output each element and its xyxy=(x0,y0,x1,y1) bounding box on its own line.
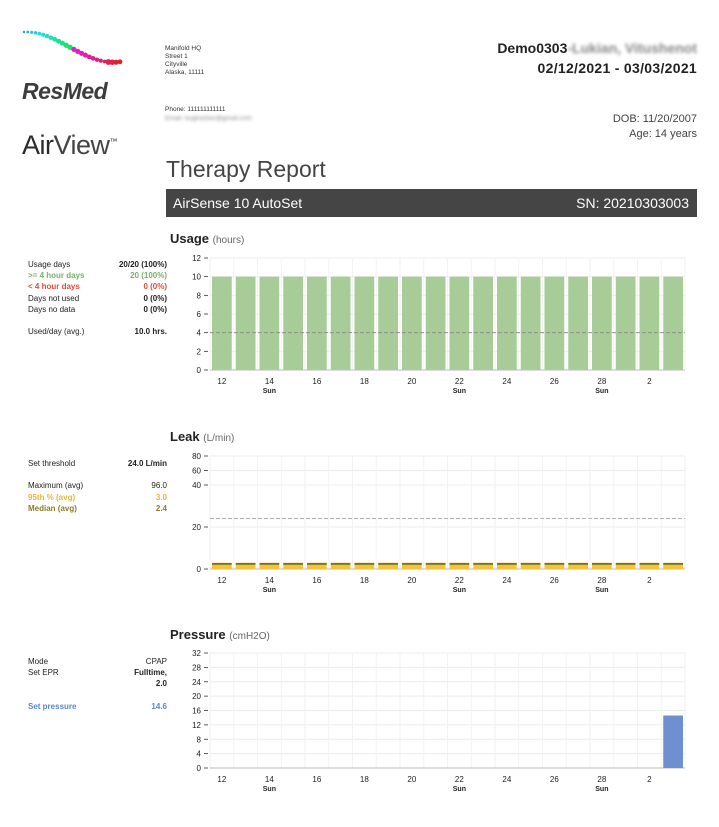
patient-info xyxy=(613,112,697,142)
clinic-name: Manifold HQ xyxy=(165,45,202,52)
leak-unit: (L/min) xyxy=(203,433,235,444)
report-date-range: 02/12/2021 - 03/03/2021 xyxy=(537,60,697,76)
usage-bar xyxy=(473,277,493,370)
pressure-title xyxy=(170,627,270,642)
stat-value: 2.0 xyxy=(155,679,167,689)
leak-title xyxy=(170,429,234,444)
x-tick-label: 18 xyxy=(359,377,369,386)
clinic-contact xyxy=(165,105,252,123)
pressure-epr-row-2 xyxy=(28,678,167,689)
usage-stat-row xyxy=(28,304,167,315)
x-tick-label: 26 xyxy=(549,775,559,784)
clinic-phone: Phone: 111111111111 xyxy=(165,106,226,113)
usage-stat-row xyxy=(28,293,167,304)
logo-dot xyxy=(45,34,49,38)
y-tick-label: 0 xyxy=(196,764,201,773)
y-tick-label: 60 xyxy=(192,466,201,476)
stat-label: Set EPR xyxy=(28,668,59,678)
y-tick-label: 0 xyxy=(196,366,201,375)
usage-title xyxy=(170,231,244,246)
device-name: AirSense 10 AutoSet xyxy=(173,195,303,211)
x-tick-label: 16 xyxy=(312,377,322,386)
y-tick-label: 16 xyxy=(192,706,201,716)
spacer xyxy=(28,469,167,480)
x-tick-label: 28 xyxy=(597,377,607,386)
stat-label: Median (avg) xyxy=(28,503,77,513)
airview-logo xyxy=(22,130,117,161)
leak-max-row xyxy=(28,480,167,491)
stat-label: Days no data xyxy=(28,304,76,314)
stat-label: Usage days xyxy=(28,260,71,269)
x-tick-label: 20 xyxy=(407,576,417,585)
device-serial: SN: 20210303003 xyxy=(576,195,689,211)
x-tick-label: 12 xyxy=(217,775,227,784)
y-tick-label: 12 xyxy=(192,720,201,730)
x-tick-label: 22 xyxy=(454,775,464,784)
pressure-epr-row xyxy=(28,667,167,678)
stat-label: < 4 hour days xyxy=(28,282,80,292)
usage-bar xyxy=(640,277,660,370)
x-tick-label: 16 xyxy=(312,576,322,585)
clinic-address xyxy=(165,45,204,77)
device-banner xyxy=(166,189,697,217)
trademark-mark: ™ xyxy=(109,137,118,146)
usage-stat-row xyxy=(28,326,167,337)
usage-bar xyxy=(236,277,256,370)
stat-value: 20 (100%) xyxy=(130,271,167,281)
pressure-title-text: Pressure xyxy=(170,627,226,642)
stat-value: CPAP xyxy=(145,657,167,666)
usage-bar xyxy=(426,277,446,370)
leak-median-row xyxy=(28,503,167,514)
x-tick-label: 16 xyxy=(312,775,322,784)
x-tick-sublabel: Sun xyxy=(595,587,609,594)
usage-stat-row xyxy=(28,315,167,326)
x-tick-sublabel: Sun xyxy=(452,587,466,594)
resmed-logo-text: ResMed xyxy=(22,78,108,104)
stat-value: 0 (0%) xyxy=(143,282,167,292)
stat-value: 10.0 hrs. xyxy=(134,327,167,337)
usage-bar xyxy=(663,277,683,370)
y-tick-label: 10 xyxy=(192,272,201,282)
x-tick-sublabel: Sun xyxy=(262,786,276,793)
x-tick-label: 26 xyxy=(549,576,559,585)
x-tick-label: 12 xyxy=(217,377,227,386)
usage-chart xyxy=(180,250,690,400)
stat-value: 14.6 xyxy=(151,701,167,711)
usage-bar xyxy=(545,277,565,370)
resmed-logo-icon xyxy=(20,24,130,74)
logo-dot xyxy=(91,56,96,61)
x-tick-label: 24 xyxy=(502,576,512,585)
logo-dot xyxy=(41,33,45,37)
leak-threshold-row xyxy=(28,458,167,469)
airview-thin: View xyxy=(53,130,110,160)
usage-stats xyxy=(28,259,167,337)
x-tick-label: 24 xyxy=(502,377,512,386)
pressure-bar xyxy=(663,716,683,768)
usage-unit: (hours) xyxy=(212,235,245,246)
stat-value: 3.0 xyxy=(155,492,167,502)
logo-dot xyxy=(99,59,103,63)
airview-bold: Air xyxy=(22,130,54,160)
patient-header xyxy=(497,40,697,76)
patient-dob: DOB: 11/20/2007 xyxy=(612,113,697,125)
stat-value: 0 (0%) xyxy=(143,293,167,303)
stat-value: 96.0 xyxy=(151,481,167,491)
patient-name-redacted: -Lukian, Vitushenot xyxy=(567,40,697,56)
stat-value: 24.0 L/min xyxy=(127,459,167,468)
y-tick-label: 8 xyxy=(196,291,201,301)
usage-bar xyxy=(212,277,232,370)
y-tick-label: 80 xyxy=(192,452,201,461)
x-tick-label: 28 xyxy=(597,775,607,784)
spacer xyxy=(28,690,167,701)
usage-bar xyxy=(283,277,303,370)
x-tick-label: 14 xyxy=(264,377,274,386)
x-tick-label: 28 xyxy=(597,576,607,585)
logo-dot xyxy=(30,31,33,34)
y-tick-label: 20 xyxy=(192,523,201,532)
patient-age: Age: 14 years xyxy=(629,128,697,140)
y-tick-label: 0 xyxy=(196,565,201,574)
x-tick-label: 22 xyxy=(454,576,464,585)
usage-stat-row xyxy=(28,281,167,292)
stat-label: Maximum (avg) xyxy=(28,481,84,491)
x-tick-label: 20 xyxy=(407,775,417,784)
x-tick-label: 22 xyxy=(454,377,464,386)
x-tick-sublabel: Sun xyxy=(452,786,466,793)
usage-bar xyxy=(568,277,588,370)
stat-label: 95th % (avg) xyxy=(28,492,76,502)
logo-dot xyxy=(118,59,123,64)
x-tick-label: 12 xyxy=(217,576,227,585)
usage-bar xyxy=(331,277,351,370)
patient-name: Demo0303 xyxy=(497,40,568,56)
clinic-street: Street 1 xyxy=(165,53,188,60)
leak-chart xyxy=(180,450,690,600)
logo-dot xyxy=(37,32,41,36)
y-tick-label: 24 xyxy=(192,677,201,687)
leak-title-text: Leak xyxy=(170,429,200,444)
leak-p95-row xyxy=(28,492,167,503)
y-tick-label: 20 xyxy=(192,692,201,702)
y-tick-label: 32 xyxy=(192,649,201,658)
stat-label: Mode xyxy=(28,657,49,666)
x-tick-label: 14 xyxy=(264,576,274,585)
stat-value: 20/20 (100%) xyxy=(118,260,167,269)
y-tick-label: 28 xyxy=(192,663,201,673)
stat-label: >= 4 hour days xyxy=(28,271,85,281)
x-tick-label: 14 xyxy=(264,775,274,784)
usage-bar xyxy=(307,277,327,370)
x-tick-label: 18 xyxy=(359,576,369,585)
x-tick-label: 26 xyxy=(549,377,559,386)
y-tick-label: 2 xyxy=(196,347,201,357)
pressure-stats xyxy=(28,656,167,712)
x-tick-label: 2 xyxy=(647,775,652,784)
stat-value: Fulltime, xyxy=(134,668,167,678)
y-tick-label: 12 xyxy=(192,254,201,263)
x-tick-label: 2 xyxy=(647,576,652,585)
usage-bar xyxy=(450,277,470,370)
usage-bar xyxy=(521,277,541,370)
stat-label: Set pressure xyxy=(28,701,77,711)
logo-dot xyxy=(95,57,99,61)
x-tick-sublabel: Sun xyxy=(262,388,276,395)
x-tick-sublabel: Sun xyxy=(452,388,466,395)
stat-label: Set threshold xyxy=(28,459,76,468)
usage-bar xyxy=(592,277,612,370)
stat-label: Used/day (avg.) xyxy=(28,327,85,337)
pressure-unit: (cmH2O) xyxy=(229,631,270,642)
usage-bar xyxy=(497,277,517,370)
stat-value: 2.4 xyxy=(155,503,167,513)
usage-bar xyxy=(260,277,280,370)
usage-bar xyxy=(402,277,422,370)
clinic-state: Alaska, 11111 xyxy=(165,69,205,76)
x-tick-label: 18 xyxy=(359,775,369,784)
usage-stat-row xyxy=(28,259,167,270)
usage-bar xyxy=(378,277,398,370)
x-tick-sublabel: Sun xyxy=(595,388,609,395)
usage-stat-row xyxy=(28,270,167,281)
x-tick-label: 24 xyxy=(502,775,512,784)
y-tick-label: 40 xyxy=(192,481,201,490)
page-title: Therapy Report xyxy=(166,156,326,182)
stat-label: Days not used xyxy=(28,293,80,303)
usage-title-text: Usage xyxy=(170,231,210,246)
pressure-mode-row xyxy=(28,656,167,667)
pressure-set-row xyxy=(28,701,167,712)
stat-value: 0 (0%) xyxy=(143,304,167,314)
logo-dot xyxy=(26,31,29,34)
x-tick-label: 20 xyxy=(407,377,417,386)
usage-bar xyxy=(616,277,636,370)
logo-dot xyxy=(23,31,25,33)
x-tick-label: 2 xyxy=(647,377,652,386)
y-tick-label: 6 xyxy=(196,310,201,319)
leak-stats xyxy=(28,458,167,514)
y-tick-label: 8 xyxy=(196,735,201,745)
pressure-chart xyxy=(180,648,690,800)
x-tick-sublabel: Sun xyxy=(595,786,609,793)
y-tick-label: 4 xyxy=(196,749,201,759)
usage-bar xyxy=(355,277,375,370)
clinic-email: Email: bugtracker@gmail.com xyxy=(165,115,252,122)
logo-dot xyxy=(34,31,37,34)
y-tick-label: 4 xyxy=(196,328,201,338)
clinic-city: Cityville xyxy=(165,61,188,68)
x-tick-sublabel: Sun xyxy=(262,587,276,594)
